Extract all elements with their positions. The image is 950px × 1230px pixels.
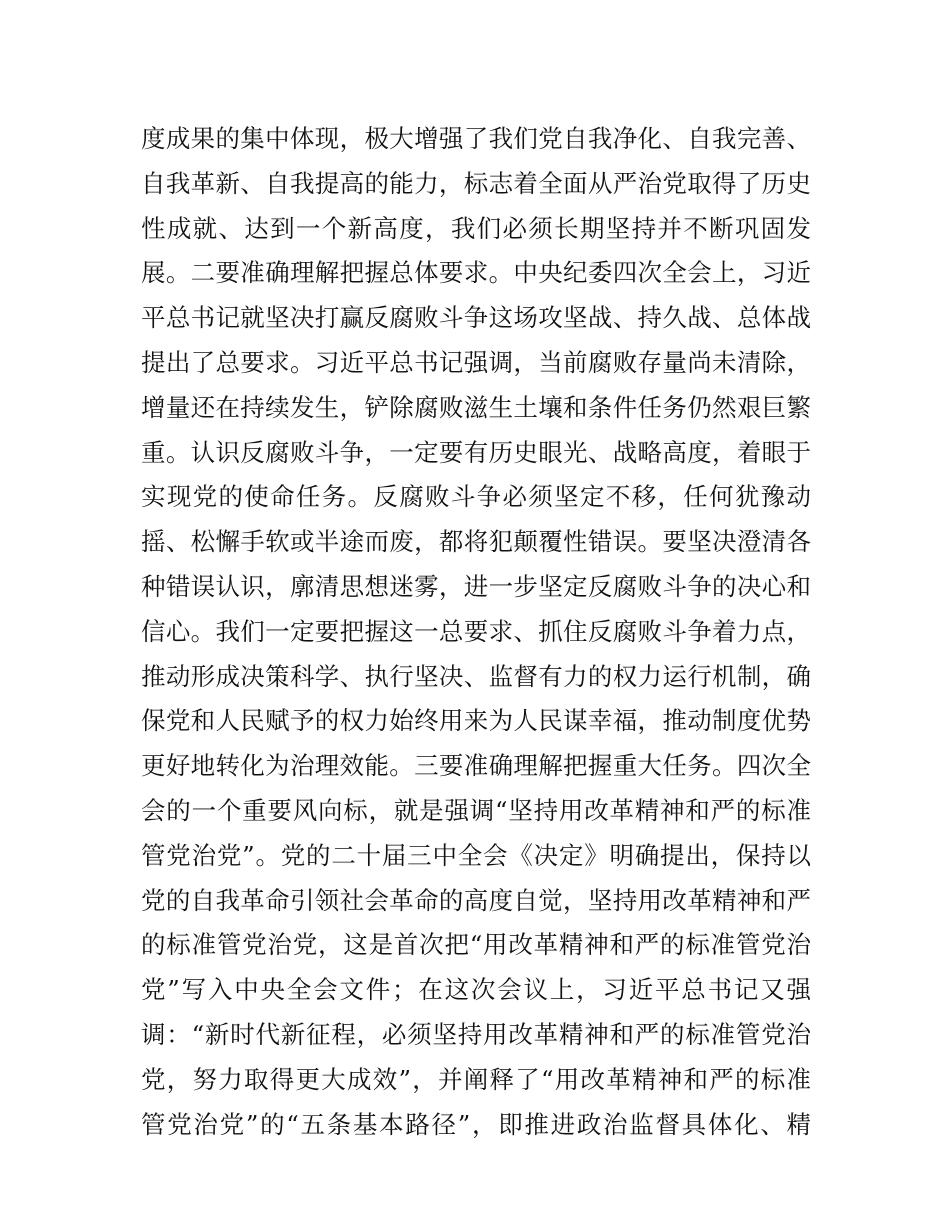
text-line: 的标准管党治党，这是首次把“用改革精神和严的标准管党治 <box>141 930 811 960</box>
text-line: 保党和人民赋予的权力始终用来为人民谋幸福，推动制度优势 <box>141 706 811 736</box>
text-line: 自我革新、自我提高的能力，标志着全面从严治党取得了历史 <box>141 168 811 198</box>
text-line: 党的自我革命引领社会革命的高度自觉，坚持用改革精神和严 <box>141 885 811 915</box>
text-line: 种错误认识，廓清思想迷雾，进一步坚定反腐败斗争的决心和 <box>141 571 811 601</box>
text-line: 平总书记就坚决打赢反腐败斗争这场攻坚战、持久战、总体战 <box>141 303 811 333</box>
text-line: 增量还在持续发生，铲除腐败滋生土壤和条件任务仍然艰巨繁 <box>141 392 811 422</box>
text-line: 重。认识反腐败斗争，一定要有历史眼光、战略高度，着眼于 <box>141 437 811 467</box>
text-line: 展。二要准确理解把握总体要求。中央纪委四次全会上，习近 <box>141 258 811 288</box>
text-line: 管党治党”。党的二十届三中全会《决定》明确提出，保持以 <box>141 840 811 870</box>
text-line: 度成果的集中体现，极大增强了我们党自我净化、自我完善、 <box>141 124 811 153</box>
text-line: 信心。我们一定要把握这一总要求、抓住反腐败斗争着力点， <box>141 616 811 646</box>
text-line: 性成就、达到一个新高度，我们必须长期坚持并不断巩固发 <box>141 213 811 243</box>
text-line: 管党治党”的“五条基本路径”，即推进政治监督具体化、精 <box>141 1109 811 1139</box>
text-line: 更好地转化为治理效能。三要准确理解把握重大任务。四次全 <box>141 751 811 781</box>
text-line: 调：“新时代新征程，必须坚持用改革精神和严的标准管党治 <box>141 1019 811 1049</box>
text-line: 会的一个重要风向标，就是强调“坚持用改革精神和严的标准 <box>141 795 811 825</box>
text-line: 提出了总要求。习近平总书记强调，当前腐败存量尚未清除， <box>141 347 811 377</box>
text-line: 党”写入中央全会文件；在这次会议上，习近平总书记又强 <box>141 975 811 1005</box>
text-line: 党，努力取得更大成效”，并阐释了“用改革精神和严的标准 <box>141 1064 811 1094</box>
body-paragraph <box>141 117 811 1147</box>
text-line: 实现党的使命任务。反腐败斗争必须坚定不移，任何犹豫动 <box>141 482 811 512</box>
text-line: 推动形成决策科学、执行坚决、监督有力的权力运行机制，确 <box>141 661 811 691</box>
text-line: 摇、松懈手软或半途而废，都将犯颠覆性错误。要坚决澄清各 <box>141 527 811 557</box>
